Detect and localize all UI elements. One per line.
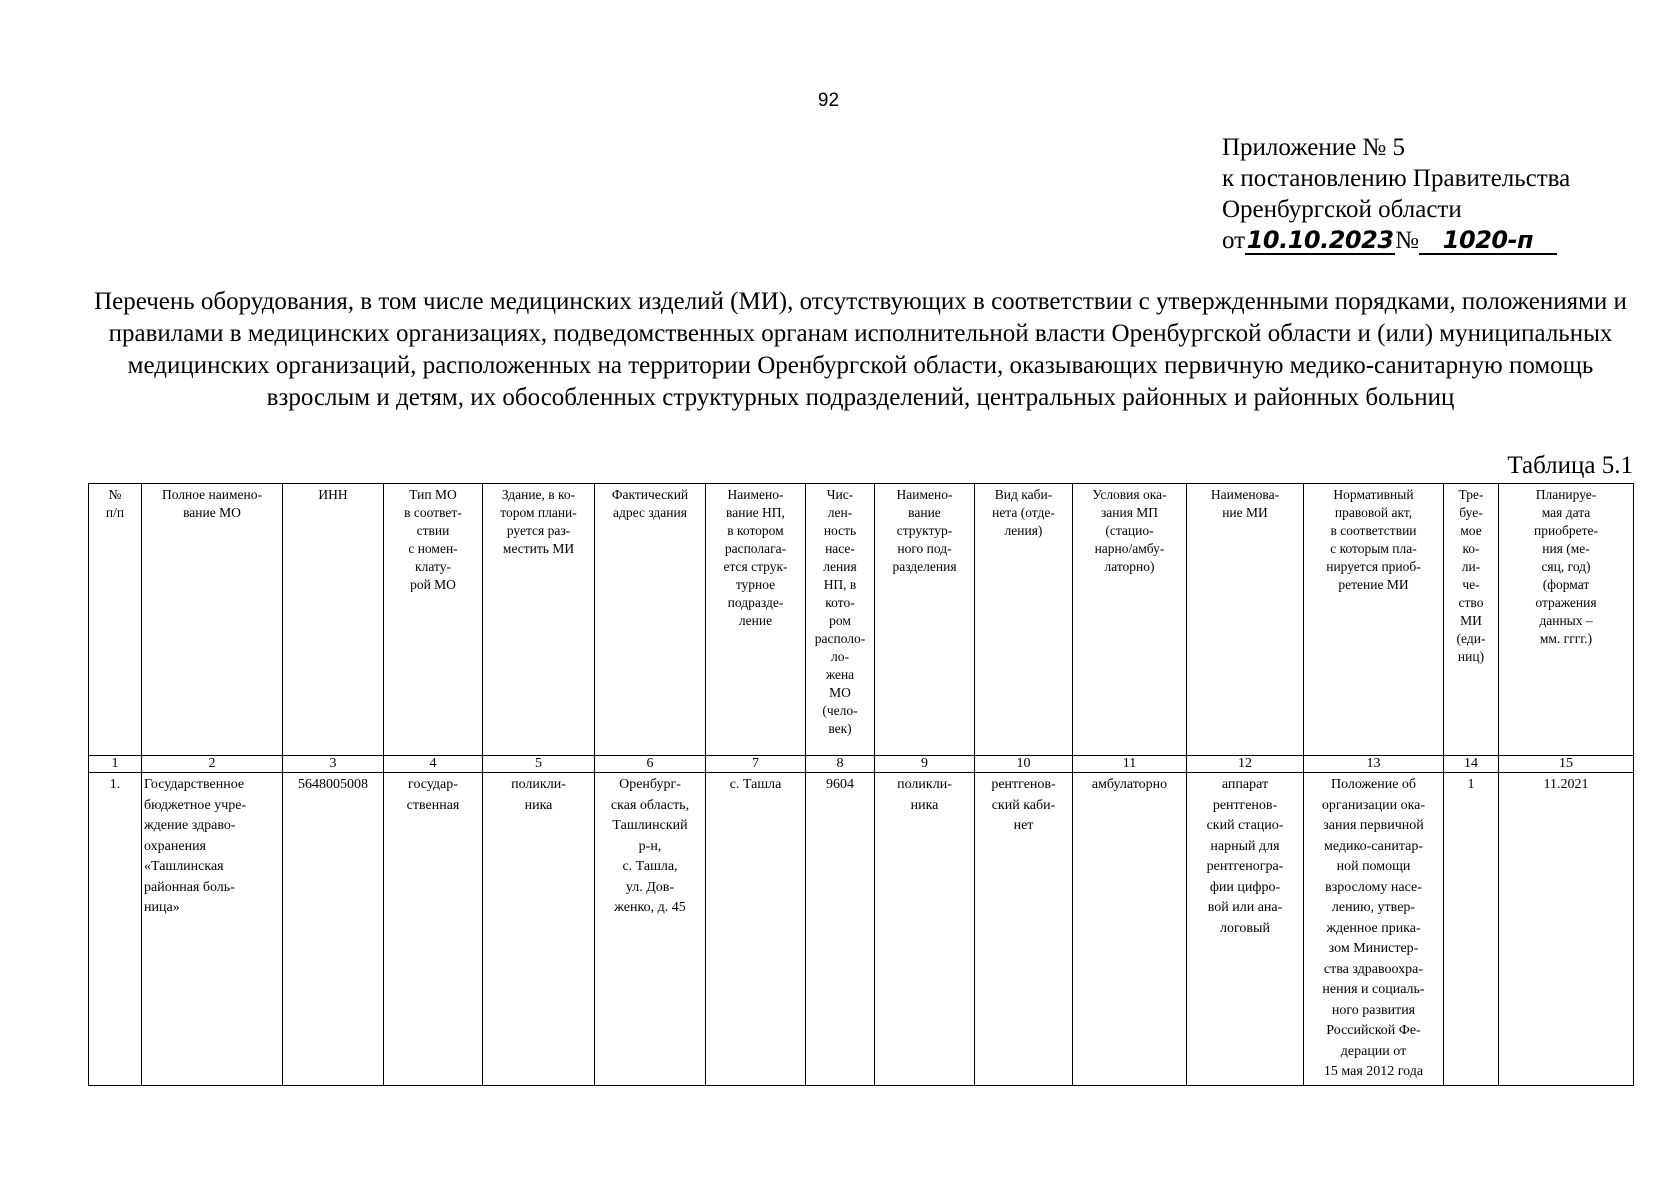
header-cell: Планируе- мая дата приобрете- ния (ме- сяц, год) (формат отражения данных – мм. гггг.) xyxy=(1499,484,1634,756)
table-cell: 5648005008 xyxy=(283,773,384,1086)
column-number: 10 xyxy=(975,756,1073,773)
column-number: 7 xyxy=(706,756,806,773)
column-number: 15 xyxy=(1499,756,1634,773)
column-number: 6 xyxy=(595,756,706,773)
header-cell: Нормативный правовой акт, в соответствии с которым пла- нируется приоб- ретение МИ xyxy=(1304,484,1444,756)
table-cell: государ- ственная xyxy=(384,773,483,1086)
column-number: 5 xyxy=(483,756,595,773)
page-number: 92 xyxy=(817,90,840,111)
table-cell: 1. xyxy=(89,773,142,1086)
header-cell: Наимено- вание НП, в котором располага- ется струк- турное подразде- ление xyxy=(706,484,806,756)
table-cell: амбулаторно xyxy=(1073,773,1187,1086)
column-number: 4 xyxy=(384,756,483,773)
header-cell: Тип МО в соответ- ствии с номен- клату- рой МО xyxy=(384,484,483,756)
column-number: 13 xyxy=(1304,756,1444,773)
table-cell: с. Ташла xyxy=(706,773,806,1086)
equipment-table xyxy=(88,483,1634,1086)
table-row xyxy=(89,773,1634,1086)
table-cell: поликли- ника xyxy=(875,773,975,1086)
from-prefix: от xyxy=(1222,227,1246,254)
table-cell: аппарат рентгенов- ский стацио- нарный для рентгеногра- фии цифро- вой или ана- логовый xyxy=(1187,773,1304,1086)
header-cell: ИНН xyxy=(283,484,384,756)
column-number: 8 xyxy=(806,756,875,773)
table-cell: Положение об организации ока- зания первичной медико-санитар- ной помощи взрослому насе- лению, утвер- жденное прика- зом Министер- ства здравоохра- нения и социаль- ного развития Российской Фе- дерации от 15 мая 2012 года xyxy=(1304,773,1444,1086)
column-number-row xyxy=(89,756,1634,773)
appendix-block xyxy=(1222,132,1642,256)
column-number: 12 xyxy=(1187,756,1304,773)
handwritten-date: 10.10.2023 xyxy=(1246,226,1394,254)
header-cell: Здание, в ко- тором плани- руется раз- местить МИ xyxy=(483,484,595,756)
header-cell: № п/п xyxy=(89,484,142,756)
table-cell: 11.2021 xyxy=(1499,773,1634,1086)
column-number: 11 xyxy=(1073,756,1187,773)
number-sign: № xyxy=(1395,227,1419,254)
appendix-line-2: к постановлению Правительства xyxy=(1222,165,1571,192)
column-number: 2 xyxy=(142,756,283,773)
appendix-line-4 xyxy=(1222,225,1642,256)
handwritten-number: 1020-п xyxy=(1419,227,1557,255)
table-cell: рентгенов- ский каби- нет xyxy=(975,773,1073,1086)
document-title: Перечень оборудования, в том числе медицинских изделий (МИ), отсутствующих в соответствии с утвержденными порядками, положениями и правилами в медицинских организациях, подведомственных органам исполнительной власти Оренбургской области и (или) муниципальных медицинских организаций, расположенных на территории Оренбургской области, оказывающих первичную медико-санитарную помощь взрослым и детям, их обособленных структурных подразделений, центральных районных и районных больниц xyxy=(94,288,1627,411)
header-cell: Фактический адрес здания xyxy=(595,484,706,756)
appendix-line-1: Приложение № 5 xyxy=(1222,134,1406,161)
column-number: 1 xyxy=(89,756,142,773)
table-cell: 9604 xyxy=(806,773,875,1086)
appendix-line-3: Оренбургской области xyxy=(1222,196,1462,223)
table-cell: поликли- ника xyxy=(483,773,595,1086)
table-cell: Оренбург- ская область, Ташлинский р-н, с. Ташла, ул. Дов- женко, д. 45 xyxy=(595,773,706,1086)
table-cell: Государственное бюджетное учре- ждение здраво- охранения «Ташлинская районная боль- ница» xyxy=(142,773,283,1086)
table-cell: 1 xyxy=(1444,773,1499,1086)
header-row xyxy=(89,484,1634,756)
header-cell: Наимено- вание структур- ного под- разделения xyxy=(875,484,975,756)
header-cell: Чис- лен- ность насе- ления НП, в кото- ром располо- ло- жена МО (чело- век) xyxy=(806,484,875,756)
table-label: Таблица 5.1 xyxy=(1507,452,1633,479)
header-cell: Тре- буе- мое ко- ли- че- ство МИ (еди- ниц) xyxy=(1444,484,1499,756)
header-cell: Наименова- ние МИ xyxy=(1187,484,1304,756)
header-cell: Вид каби- нета (отде- ления) xyxy=(975,484,1073,756)
header-cell: Условия ока- зания МП (стацио- нарно/амбу- латорно) xyxy=(1073,484,1187,756)
column-number: 9 xyxy=(875,756,975,773)
header-cell: Полное наимено- вание МО xyxy=(142,484,283,756)
column-number: 14 xyxy=(1444,756,1499,773)
column-number: 3 xyxy=(283,756,384,773)
